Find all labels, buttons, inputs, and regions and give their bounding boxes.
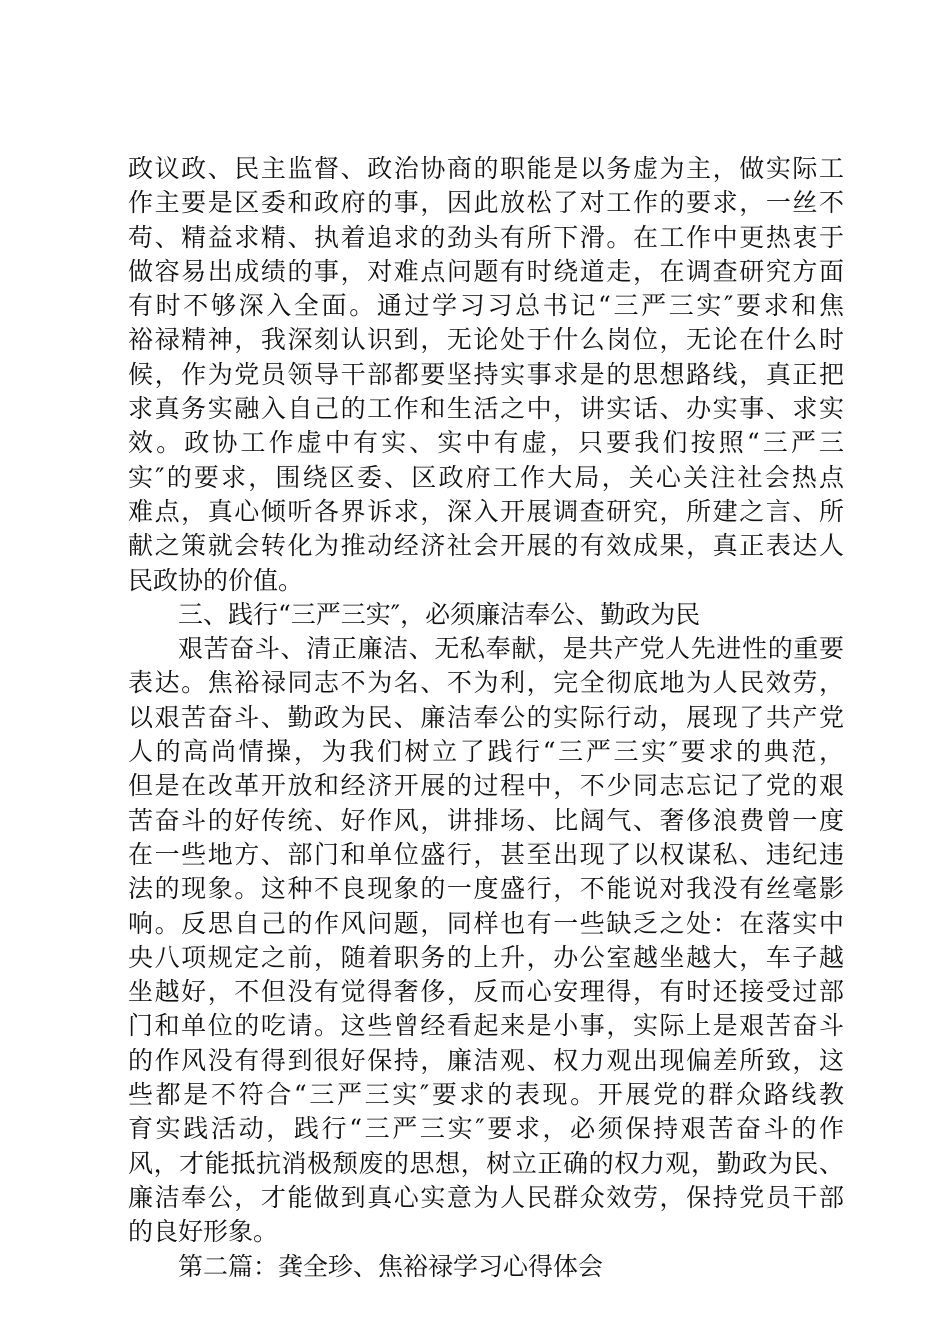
text-line: 响。反思自己的作风问题，同样也有一些缺乏之处：在落实中: [128, 908, 844, 938]
section-heading-3: 三、践行“三严三实″，必须廉洁奉公、勤政为民: [178, 599, 701, 629]
text-line: 献之策就会转化为推动经济社会开展的有效成果，真正表达人: [128, 531, 844, 561]
text-line: 坐越好，不但没有觉得奢侈，反而心安理得，有时还接受过部: [128, 977, 844, 1007]
paragraph-2: [128, 632, 844, 1249]
text-line: 求真务实融入自己的工作和生活之中，讲实话、办实事、求实: [128, 394, 844, 424]
text-line: 人的高尚情操，为我们树立了践行“三严三实″要求的典范，: [128, 737, 844, 767]
text-line: 央八项规定之前，随着职务的上升，办公室越坐越大，车子越: [128, 942, 844, 972]
text-line: 以艰苦奋斗、勤政为民、廉洁奉公的实际行动，展现了共产党: [128, 702, 844, 732]
text-line: 在一些地方、部门和单位盛行，甚至出现了以权谋私、违纪违: [128, 839, 844, 869]
part-heading: 第二篇：龚全珍、焦裕禄学习心得体会: [178, 1251, 604, 1281]
text-line: 效。政协工作虚中有实、实中有虚，只要我们按照“三严三: [128, 428, 844, 458]
text-line: 作主要是区委和政府的事，因此放松了对工作的要求，一丝不: [128, 188, 844, 218]
text-line: 苦奋斗的好传统、好作风，讲排场、比阔气、奢侈浪费曾一度: [128, 805, 844, 835]
text-line: 表达。焦裕禄同志不为名、不为利，完全彻底地为人民效劳，: [128, 668, 844, 698]
text-line: 廉洁奉公，才能做到真心实意为人民群众效劳，保持党员干部: [128, 1182, 844, 1212]
text-line: 有时不够深入全面。通过学习习总书记“三严三实″要求和焦: [128, 291, 844, 321]
text-line: 育实践活动，践行“三严三实″要求，必须保持艰苦奋斗的作: [128, 1114, 844, 1144]
text-line: 做容易出成绩的事，对难点问题有时绕道走，在调查研究方面: [128, 256, 844, 286]
text-line: 民政协的价值。: [128, 565, 304, 595]
text-line: 但是在改革开放和经济开展的过程中，不少同志忘记了党的艰: [128, 771, 844, 801]
text-line: 实″的要求，围绕区委、区政府工作大局，关心关注社会热点: [128, 462, 844, 492]
text-line: 的良好形象。: [128, 1217, 279, 1247]
text-line: 风，才能抵抗消极颓废的思想，树立正确的权力观，勤政为民、: [128, 1148, 844, 1178]
text-line: 法的现象。这种不良现象的一度盛行，不能说对我没有丝毫影: [128, 874, 844, 904]
text-line: 裕禄精神，我深刻认识到，无论处于什么岗位，无论在什么时: [128, 325, 844, 355]
text-line: 政议政、民主监督、政治协商的职能是以务虚为主，做实际工: [128, 154, 844, 183]
text-line: 的作风没有得到很好保持，廉洁观、权力观出现偏差所致，这: [128, 1045, 844, 1075]
text-line: 门和单位的吃请。这些曾经看起来是小事，实际上是艰苦奋斗: [128, 1011, 844, 1041]
paragraph-1: [128, 152, 844, 598]
text-line: 候，作为党员领导干部都要坚持实事求是的思想路线，真正把: [128, 359, 844, 389]
document-body: [128, 152, 844, 1284]
text-line: 难点，真心倾听各界诉求，深入开展调查研究，所建之言、所: [128, 496, 844, 526]
text-line: 艰苦奋斗、清正廉洁、无私奉献，是共产党人先进性的重要: [178, 634, 844, 664]
text-line: 苟、精益求精、执着追求的劲头有所下滑。在工作中更热衷于: [128, 222, 844, 252]
text-line: 些都是不符合“三严三实″要求的表现。开展党的群众路线教: [128, 1080, 844, 1110]
